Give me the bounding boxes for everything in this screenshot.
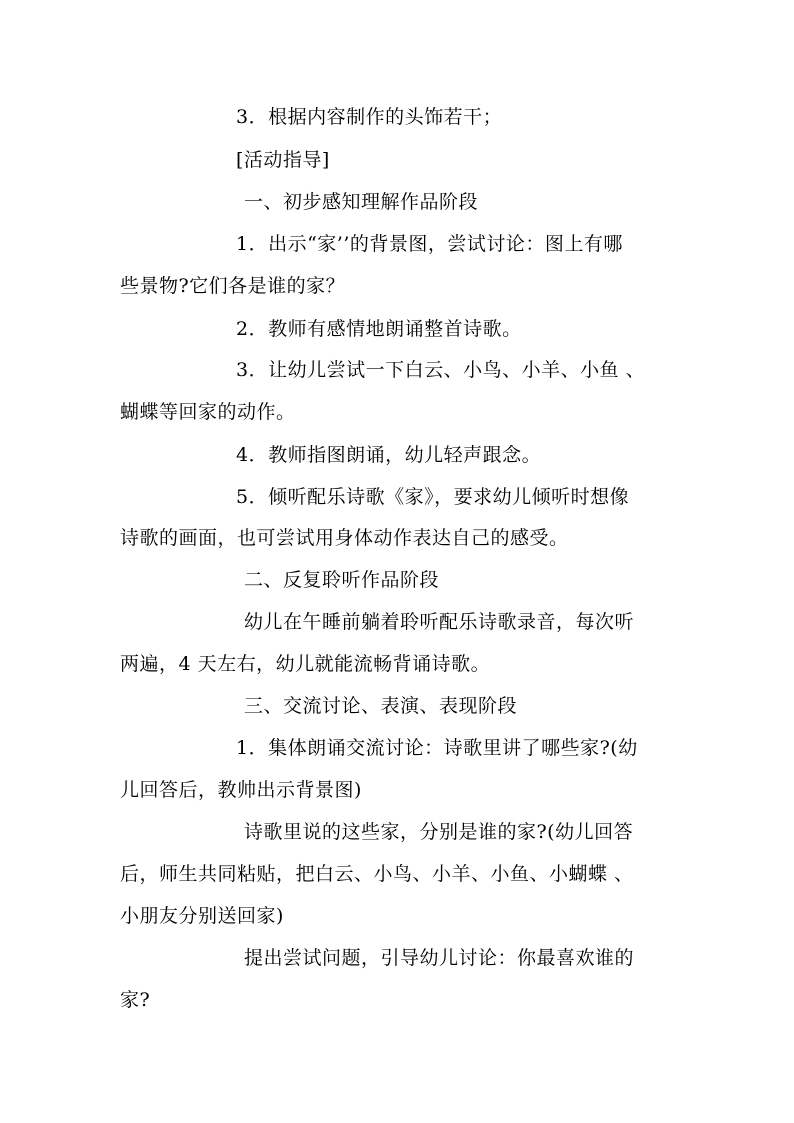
paragraph-line: 诗歌里说的这些家，分别是谁的家?(幼儿回答 bbox=[244, 821, 634, 843]
paragraph-line: 1．集体朗诵交流讨论：诗歌里讲了哪些家?(幼 bbox=[236, 737, 638, 759]
paragraph-line: 2．教师有感情地朗诵整首诗歌。 bbox=[236, 318, 522, 340]
paragraph-line: 5．倾听配乐诗歌《家》，要求幼儿倾听时想像 bbox=[236, 486, 630, 508]
section-heading-activity-guide: [活动指导] bbox=[236, 149, 330, 171]
paragraph-line: 3．让幼儿尝试一下白云、小鸟、小羊、小鱼 、 bbox=[236, 359, 646, 381]
paragraph-line: 幼儿在午睡前躺着聆听配乐诗歌录音，每次听 bbox=[244, 611, 635, 633]
paragraph-line: 儿回答后，教帅出示背景图) bbox=[120, 779, 362, 801]
paragraph-line: 家? bbox=[120, 989, 151, 1011]
materials-item-3: 3．根据内容制作的头饰若干； bbox=[236, 106, 503, 128]
paragraph-line: 4．教师指图朗诵，幼儿轻声跟念。 bbox=[236, 444, 542, 466]
stage-heading-2: 二、反复聆听作品阶段 bbox=[244, 569, 440, 591]
paragraph-line: 两遍，4 天左右，幼儿就能流畅背诵诗歌。 bbox=[120, 653, 491, 675]
paragraph-line: 1．出示“家’’的背景图，尝试讨论：图上有哪 bbox=[236, 233, 623, 255]
stage-heading-3: 三、交流讨论、表演、表现阶段 bbox=[244, 695, 518, 717]
paragraph-line: 后，师生共同粘贴，把白云、小鸟、小羊、小鱼、小蝴蝶 、 bbox=[120, 863, 634, 885]
paragraph-line: 诗歌的画面，也可尝试用身体动作表达自己的感受。 bbox=[120, 527, 569, 549]
paragraph-line: 小朋友分别送回家) bbox=[120, 905, 284, 927]
paragraph-line: 提出尝试问题，引导幼儿讨论：你最喜欢谁的 bbox=[244, 947, 635, 969]
stage-heading-1: 一、初步感知理解作品阶段 bbox=[244, 191, 479, 213]
paragraph-line: 蝴蝶等回家的动作。 bbox=[120, 401, 296, 423]
paragraph-line: 些景物?它们各是谁的家？ bbox=[120, 275, 346, 297]
